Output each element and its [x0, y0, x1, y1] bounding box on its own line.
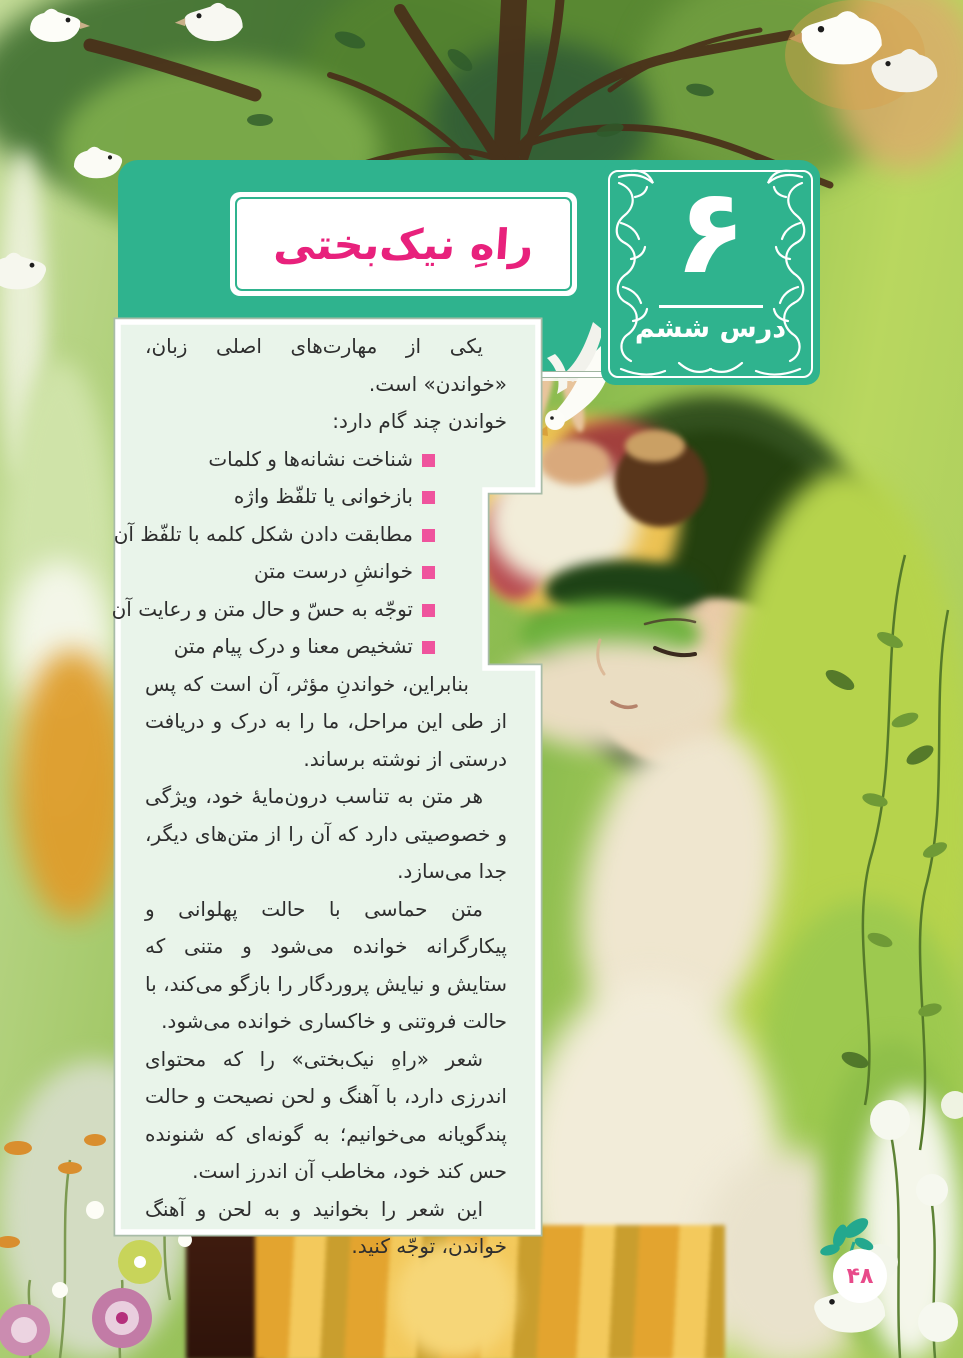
- step-item: توجّه به حسّ و حال متن و رعایت آن: [145, 591, 435, 629]
- paragraph: هر متن به تناسب درون‌مایۀ خود، ویژگی و خصوصیتی دارد که آن را از متن‌های دیگر، جدا می‌سازد.: [145, 784, 507, 883]
- intro-line: خواندن چند گام دارد:: [332, 409, 507, 433]
- paragraph: شعر «راهِ نیک‌بختی» را که محتوای اندرزی دارد، با آهنگ و لحن نصیحت و حالت پندگویانه می‌خوانیم؛ به گونه‌ای که شنونده حس کند خود، مخاطب آن اندرز است.: [145, 1046, 507, 1183]
- lesson-ornament-box: [601, 163, 820, 385]
- bullet-icon: [422, 566, 435, 579]
- paragraph: این شعر را بخوانید و به لحن و آهنگ خواندن، توجّه کنید.: [145, 1196, 507, 1258]
- step-item: مطابقت دادن شکل کلمه با تلفّظ آن: [145, 516, 435, 554]
- step-item: شناخت نشانه‌ها و کلمات: [145, 441, 435, 479]
- vine-decoration: [823, 555, 950, 1150]
- page-number-badge: [833, 1249, 887, 1303]
- paragraph: متن حماسی با حالت پهلوانی و پیکارگرانه خوانده می‌شود و متنی که ستایش و نیایش پروردگار را بازگو می‌کند، با حالت فروتنی و خاکساری خوانده می‌شود.: [145, 896, 507, 1033]
- lesson-divider: [659, 305, 763, 308]
- lesson-title: راهِ نیک‌بختی: [271, 219, 536, 269]
- paragraph: بنابراین، خواندنِ مؤثر، آن است که پس از طی این مراحل، ما را به درک و دریافت درستی از نوشته برساند.: [145, 671, 507, 771]
- bullet-icon: [422, 641, 435, 654]
- lesson-number: ۶: [674, 162, 747, 300]
- bullet-icon: [422, 491, 435, 504]
- reading-steps-list: [111, 441, 507, 666]
- bullet-icon: [422, 529, 435, 542]
- page-number: ۴۸: [846, 1263, 874, 1289]
- face-features: [598, 619, 695, 707]
- content-panel: [111, 322, 533, 1258]
- lesson-label: درس ششم: [634, 313, 787, 344]
- bullet-icon: [422, 604, 435, 617]
- intro-line: یکی از مهارت‌های اصلی زبان، «خواندن» است.: [145, 334, 507, 396]
- step-item: خوانشِ درست متن: [145, 553, 435, 591]
- step-item: تشخیص معنا و درک پیام متن: [145, 628, 435, 666]
- step-item: بازخوانی یا تلفّظ واژه: [145, 478, 435, 516]
- title-box: [230, 192, 577, 296]
- bullet-icon: [422, 454, 435, 467]
